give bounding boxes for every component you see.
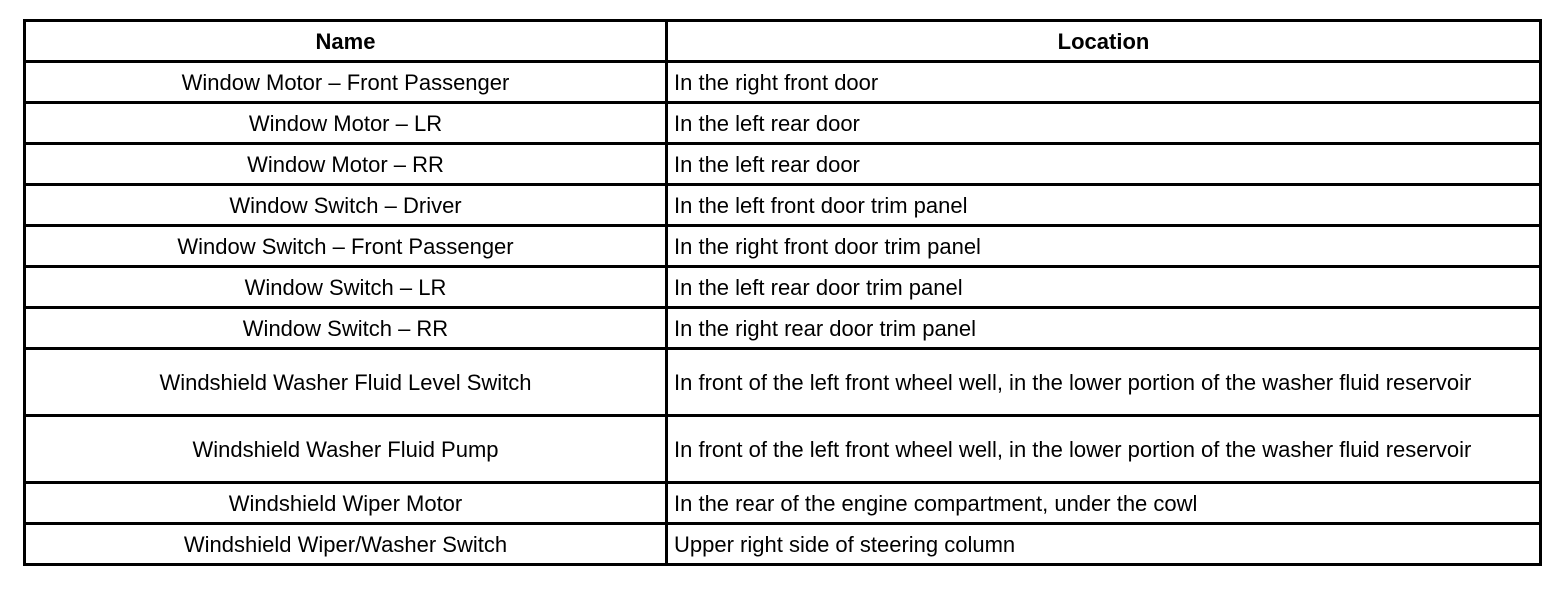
table-row	[25, 185, 1541, 226]
component-location-table-container	[23, 19, 1542, 566]
table-row	[25, 267, 1541, 308]
component-location-table	[23, 19, 1542, 566]
component-location-cell: In the left rear door	[667, 144, 1541, 185]
component-location-cell: In front of the left front wheel well, in the lower portion of the washer fluid reservoir	[667, 349, 1541, 416]
component-location-cell: In the left rear door trim panel	[667, 267, 1541, 308]
table-row	[25, 144, 1541, 185]
component-name-cell: Windshield Washer Fluid Pump	[25, 416, 667, 483]
component-name-cell: Window Motor – Front Passenger	[25, 62, 667, 103]
component-location-cell: In the left rear door	[667, 103, 1541, 144]
table-header-row	[25, 21, 1541, 62]
column-header-name: Name	[25, 21, 667, 62]
component-name-cell: Window Motor – RR	[25, 144, 667, 185]
table-row	[25, 103, 1541, 144]
table-row	[25, 62, 1541, 103]
component-name-cell: Windshield Wiper Motor	[25, 483, 667, 524]
table-row	[25, 226, 1541, 267]
component-location-cell: In the right front door	[667, 62, 1541, 103]
component-name-cell: Window Switch – Front Passenger	[25, 226, 667, 267]
column-header-location: Location	[667, 21, 1541, 62]
component-location-cell: In the right rear door trim panel	[667, 308, 1541, 349]
table-row	[25, 416, 1541, 483]
component-name-cell: Window Switch – Driver	[25, 185, 667, 226]
component-location-cell: In the rear of the engine compartment, under the cowl	[667, 483, 1541, 524]
component-name-cell: Window Switch – LR	[25, 267, 667, 308]
table-row	[25, 349, 1541, 416]
component-name-cell: Windshield Wiper/Washer Switch	[25, 524, 667, 565]
component-location-cell: In front of the left front wheel well, in the lower portion of the washer fluid reservoir	[667, 416, 1541, 483]
table-row	[25, 524, 1541, 565]
component-location-cell: In the left front door trim panel	[667, 185, 1541, 226]
component-location-cell: In the right front door trim panel	[667, 226, 1541, 267]
table-row	[25, 308, 1541, 349]
component-name-cell: Window Switch – RR	[25, 308, 667, 349]
component-name-cell: Windshield Washer Fluid Level Switch	[25, 349, 667, 416]
table-row	[25, 483, 1541, 524]
component-name-cell: Window Motor – LR	[25, 103, 667, 144]
component-location-cell: Upper right side of steering column	[667, 524, 1541, 565]
